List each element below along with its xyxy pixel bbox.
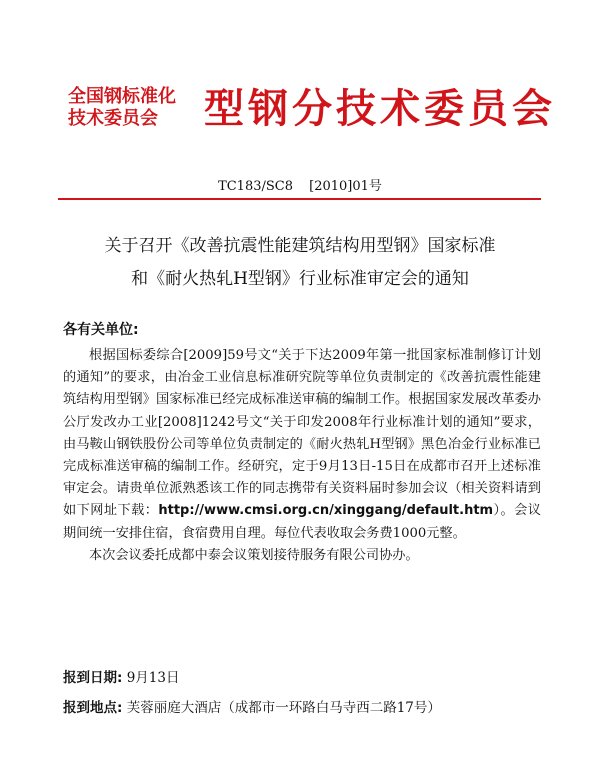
paragraph-1-text-end: ）。会议期间统一安排住宿，食宿费用自理。每位代表收取会务费1000元整。	[63, 503, 541, 541]
registration-date-value: 9月13日	[126, 670, 180, 686]
download-url[interactable]: http://www.cmsi.org.cn/xinggang/default.htm	[158, 503, 494, 519]
title-line-1: 关于召开《改善抗震性能建筑结构用型钢》国家标准	[104, 236, 496, 256]
parent-organization	[68, 86, 176, 130]
document-code: TC183/SC8	[218, 179, 293, 194]
registration-place	[63, 696, 441, 716]
registration-place-label: 报到地点:	[63, 700, 123, 716]
notice-body	[63, 345, 541, 567]
title-line-2: 和《耐火热轧H型钢》行业标准审定会的通知	[131, 269, 469, 289]
committee-name: 型钢分技术委员会	[204, 85, 556, 132]
paragraph-1	[63, 345, 541, 545]
registration-date	[63, 666, 179, 686]
registration-place-value: 芙蓉丽庭大酒店（成都市一环路白马寺西二路17号）	[126, 700, 441, 716]
document-number	[0, 175, 600, 194]
document-ref: [2010]01号	[309, 179, 382, 194]
org-line-2: 技术委员会	[68, 108, 158, 129]
registration-date-label: 报到日期:	[63, 670, 123, 686]
org-line-1: 全国钢标准化	[68, 86, 176, 107]
salutation: 各有关单位:	[63, 322, 139, 338]
paragraph-2: 本次会议委托成都中泰会议策划接待服务有限公司协办。	[89, 547, 419, 563]
paragraph-1-text: 根据国标委综合[2009]59号文“关于下达2009年第一批国家标准制修订计划的通知”的要求，由冶金工业信息标准研究院等单位负责制定的《改善抗震性能建筑结构用型钢》国家标准已经完成标准送审稿的编制工作。根据国家发展改革委办公厅发改办工业[2008]1242号文“关于印发2008年行业标准计划的通知”要求，由马鞍山钢铁股份公司等单位负责制定的《耐火热轧H型钢》黑色冶金行业标准已完成标准送审稿的编制工作。经研究，定于9月13日-15日在成都市召开上述标准审定会。请贵单位派熟悉该工作的同志携带有关资料届时参加会议（相关资料请到如下网址下载：	[63, 348, 541, 519]
red-divider	[58, 198, 541, 200]
letterhead	[68, 84, 556, 140]
